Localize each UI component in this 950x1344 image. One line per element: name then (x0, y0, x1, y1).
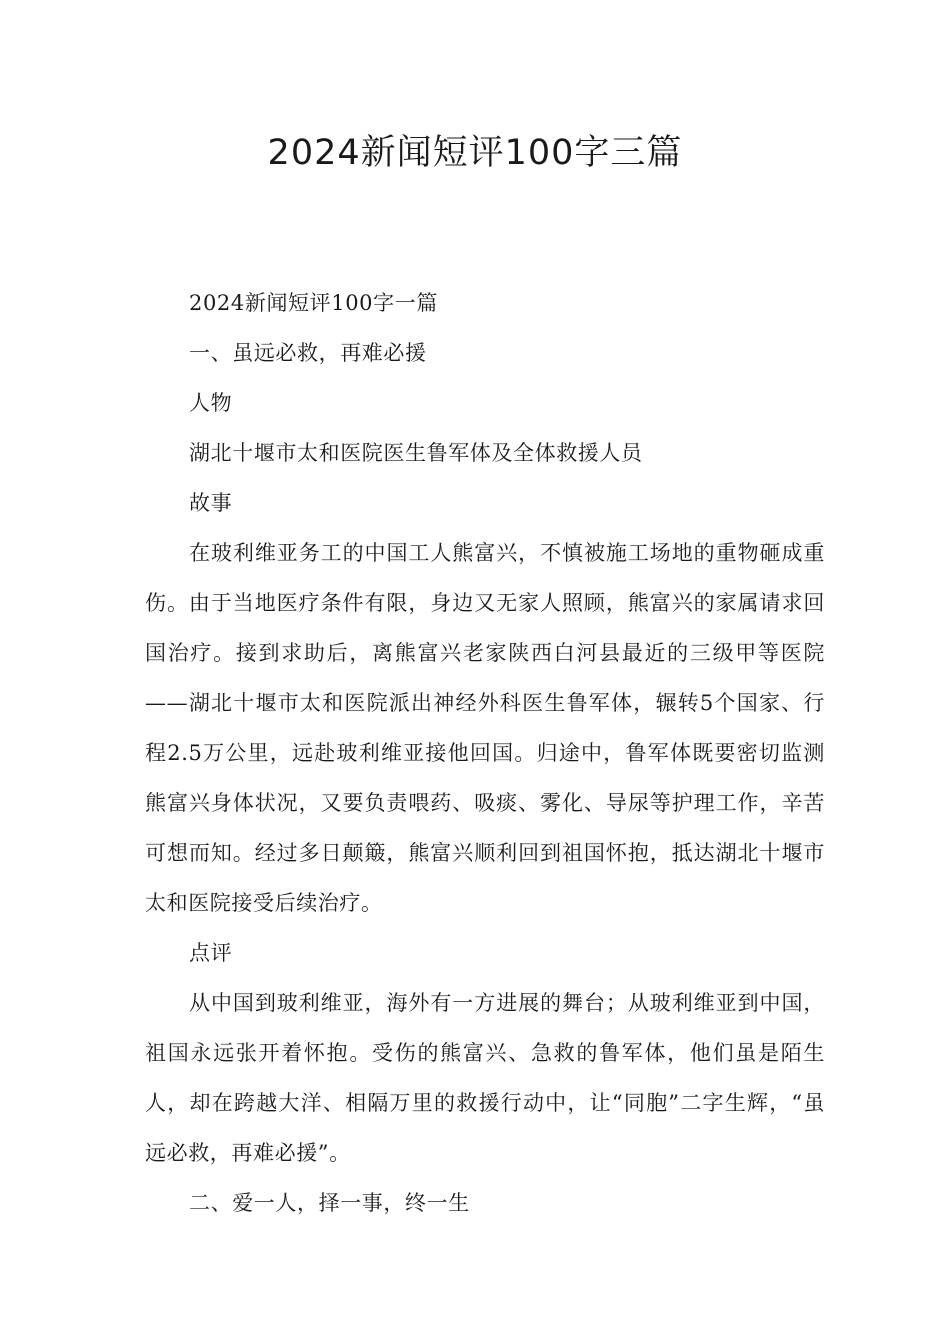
subtitle-paragraph: 2024新闻短评100字一篇 (189, 291, 438, 315)
person-paragraph: 湖北十堰市太和医院医生鲁军体及全体救援人员 (189, 441, 643, 465)
section-heading-2: 二、爱一人，择一事，终一生 (189, 1191, 470, 1215)
section-heading-1: 一、虽远必救，再难必援 (189, 341, 427, 365)
label-person: 人物 (189, 391, 233, 415)
label-story: 故事 (189, 491, 233, 515)
comment-paragraph: 从中国到玻利维亚，海外有一方进展的舞台；从玻利维亚到中国，祖国永远张开着怀抱。受伤的熊富兴、急救的鲁军体，他们虽是陌生人，却在跨越大洋、相隔万里的救援行动中，让“同胞”二字生辉，“虽远必救，再难必援”。 (145, 991, 825, 1165)
document-title: 2024新闻短评100字三篇 (267, 133, 683, 173)
label-comment: 点评 (189, 941, 233, 965)
story-paragraph: 在玻利维亚务工的中国工人熊富兴，不慎被施工场地的重物砸成重伤。由于当地医疗条件有限，身边又无家人照顾，熊富兴的家属请求回国治疗。接到求助后，离熊富兴老家陕西白河县最近的三级甲等医院——湖北十堰市太和医院派出神经外科医生鲁军体，辗转5个国家、行程2.5万公里，远赴玻利维亚接他回国。归途中，鲁军体既要密切监测熊富兴身体状况，又要负责喂药、吸痰、雾化、导尿等护理工作，辛苦可想而知。经过多日颠簸，熊富兴顺利回到祖国怀抱，抵达湖北十堰市太和医院接受后续治疗。 (145, 541, 825, 915)
document-body (145, 278, 825, 1228)
